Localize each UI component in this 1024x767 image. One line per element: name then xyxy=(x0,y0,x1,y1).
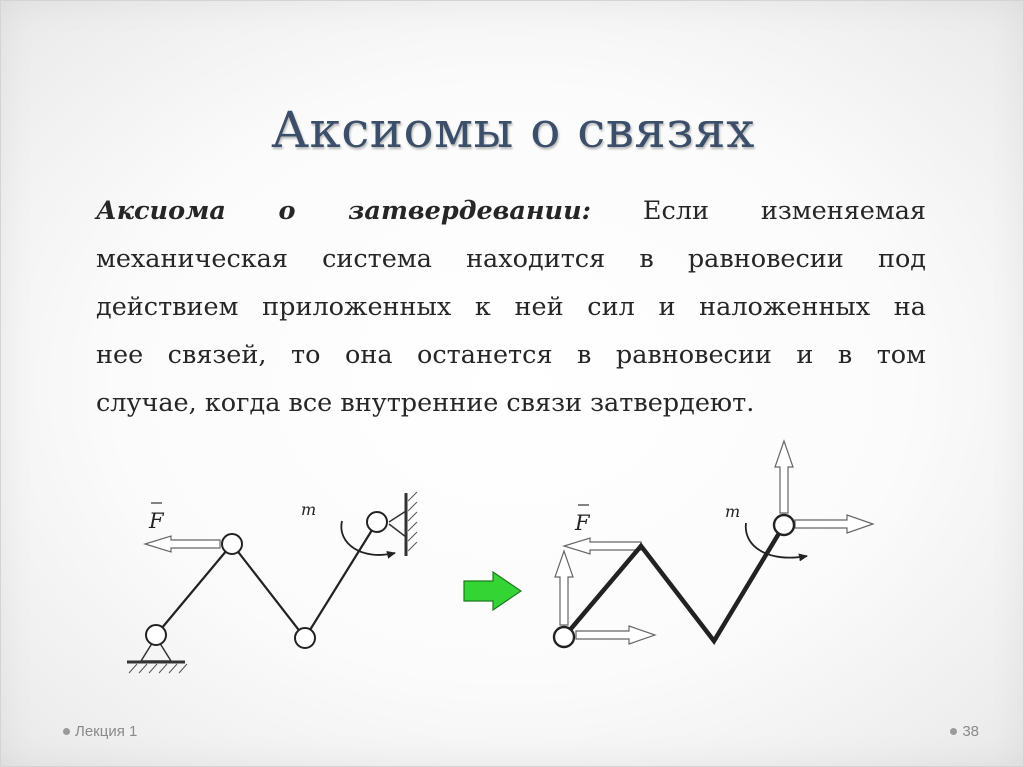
footer-lecture xyxy=(63,723,137,740)
footer-lecture-label: Лекция 1 xyxy=(75,723,138,740)
left-force-label: F xyxy=(149,509,164,533)
mechanism-figure xyxy=(1,431,1024,701)
right-force-arrow xyxy=(564,538,641,554)
right-force-label: F xyxy=(575,511,590,535)
slide-title: Аксиомы о связях xyxy=(271,101,755,159)
transition-arrow-icon xyxy=(464,572,521,610)
left-hinge-d xyxy=(367,512,387,532)
left-wall-support xyxy=(389,492,417,556)
text-line-5: случае, когда все внутренние связи затвердеют. xyxy=(96,388,755,418)
left-hinge-a xyxy=(146,625,166,645)
bullet-dot-icon xyxy=(950,728,957,735)
right-top-reaction-horizontal-arrow xyxy=(795,515,873,533)
text-line-1-rest: Если изменяемая xyxy=(642,196,927,226)
left-hinge-c xyxy=(295,628,315,648)
text-line-1 xyxy=(96,187,926,235)
right-bottom-reaction-horizontal-arrow xyxy=(576,626,655,644)
right-bottom-reaction-vertical-arrow xyxy=(555,551,573,625)
left-hinge-b xyxy=(222,534,242,554)
right-hinge-bottom xyxy=(554,627,574,647)
axiom-name: Аксиома о затвердевании: xyxy=(96,196,592,226)
right-hinge-top xyxy=(774,515,794,535)
right-moment-label: m xyxy=(725,502,741,521)
right-mechanism xyxy=(554,441,873,647)
page-number: 38 xyxy=(962,723,979,740)
text-line-4: нее связей, то она останется в равновесии и в том xyxy=(96,340,926,370)
footer-page xyxy=(950,723,979,740)
left-moment-label: m xyxy=(301,500,317,519)
right-top-reaction-vertical-arrow xyxy=(775,441,793,513)
left-force-arrow xyxy=(145,536,220,552)
left-mechanism xyxy=(127,492,417,673)
text-line-2: механическая система находится в равновесии под xyxy=(96,244,926,274)
text-line-3: действием приложенных к ней сил и наложенных на xyxy=(96,292,926,322)
slide-body-text xyxy=(96,187,926,427)
bullet-dot-icon xyxy=(63,728,70,735)
